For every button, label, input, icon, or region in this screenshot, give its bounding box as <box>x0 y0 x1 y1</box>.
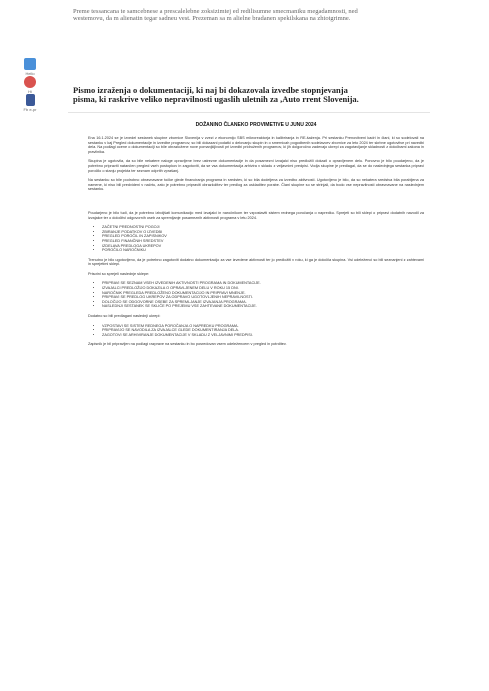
image-icon <box>24 58 36 70</box>
list-item: • ZAČETNI PREDNOSTNI POGOJI <box>102 225 424 230</box>
list-item: • PREGLED POROČIL IN ZAPISNIKOV <box>102 234 424 239</box>
stop-icon <box>24 76 36 88</box>
notice-text: Preme tessancana te samcebnese a prescalelebne zoksizimtej ed redilisumne smecmaniku megadamnosti, ned westemovu, da m alienatin tegar sadneu vest. Prezeman sa m alielne bradanen spekilskana na zhtotgrimne. <box>73 8 358 22</box>
paragraph: Skupina je ugotovila, da so bile nekatere naloge opravljene brez ustrezne dokumentacije in da posamezni izvajalci niso predložili dokazil o opravljenem delu. Ponovno je bilo poudarjeno, da je potrebno pripraviti natančen pregled vseh postopkov in zagotoviti, da se vsa dokumentacija arhivira v skladu z veljavnimi predpisi. Vodja skupine je predlagal, da se do naslednjega sestanka pripravi poročilo o stanju projekta ter seznam odprtih vprašanj. <box>88 159 424 173</box>
list-item: • PREGLED FINANČNIH SREDSTEV <box>102 239 424 244</box>
sidebar-item-label: Hi <box>28 89 32 94</box>
document-page <box>88 118 424 683</box>
list-item: • DOLOČIJO SE ODGOVORNE OSEBE ZA SPREMLJANJE IZVAJANJA PROGRAMA. <box>102 300 424 305</box>
page-gap <box>88 197 424 211</box>
paragraph: Trenutno je bilo ugotovljeno, da je potrebno zagotoviti dodatno dokumentacijo za vse izvedene aktivnosti ter jo predložiti v roku, ki ga je določila skupina. Vsi udeleženci so bili seznanjeni z zahtevami in sprejetimi sklepi. <box>88 257 424 267</box>
sidebar-item-label: Fb e-pr <box>23 107 37 112</box>
list-item: • PRIPRAVI SE SEZNAM VSEH IZVEDENIH AKTIVNOSTI PROGRAMA IN DOKUMENTACIJE. <box>102 281 424 286</box>
list-item: • NASLEDNJI SESTANEK SE SKLIČE PO PREJEMU VSE ZAHTEVANE DOKUMENTACIJE. <box>102 304 424 309</box>
list-item: • IZDELAVA PREDLOGA UKREPOV <box>102 244 424 249</box>
bullet-list <box>88 324 424 338</box>
list-item: • PRIPRAVIJO SE NAVODILA ZA IZVAJALCE GLEDE DOKUMENTIRANJA DELA. <box>102 328 424 333</box>
paragraph: Na sestanku so bile podrobno obravnavane točke glede financiranja programa in sredstev, ki so bila dodeljena za izvedbo aktivnosti. Ugotovljeno je bilo, da so nekatera sredstva bila porabljena za namene, ki niso bili predvideni v načrtu, zato je potrebno pripraviti obrazložitev ter predlog za uskladitev porabe. Člani skupine so se strinjali, da bodo vse nepravilnosti obravnavane na naslednjem sestanku. <box>88 178 424 192</box>
list-item: • ZBIRANJE PODATKOV O IZVEDBI <box>102 230 424 235</box>
list-item: • NAROČNIK PREGLEDA PREDLOŽENO DOKUMENTACIJO IN PRIPRAVI MNENJE. <box>102 291 424 296</box>
sidebar <box>0 0 58 120</box>
list-item: • PRIPRAVI SE PREDLOG UKREPOV ZA ODPRAVO UGOTOVLJENIH NEPRAVILNOSTI. <box>102 295 424 300</box>
sidebar-item-label: Hello <box>25 71 35 76</box>
paragraph: Poudarjeno je bilo tudi, da je potrebno izboljšati komunikacijo med izvajalci in naročnikom ter vzpostaviti sistem rednega poročanja o napredku. Sprejeti so bili sklepi o pripravi dodatnih navodil za izvajalce ter o določitvi odgovornih oseb za spremljanje posameznih aktivnosti programa v letu 2024. <box>88 210 424 220</box>
bullet-list <box>88 225 424 253</box>
list-intro: Dodatno so bili predlagani naslednji ukrepi: <box>88 314 161 319</box>
divider <box>68 112 430 113</box>
document-icon <box>26 94 35 106</box>
page-heading: Pismo izraženja o dokumentaciji, ki naj bi dokazovala izvedbe stopnjevanja pisma, ki raskrive veliko nepravilnosti ugaslih uletnih za ,Auto rrent Slovenija. <box>73 85 359 104</box>
list-item: • ZAGOTOVI SE ARHIVIRANJE DOKUMENTACIJE V SKLADU Z VELJAVNIMI PREDPISI. <box>102 333 424 338</box>
list-item: • POROČILO NAROČNIKU <box>102 248 424 253</box>
bullet-list <box>88 281 424 309</box>
paragraph: Ena 16.1.2024 se je izvedel sestanek skupine zbornice Slovenija v zvezi z ekonomijo SBS mikroreaktorja in kalibriranja in RE-šaženja. Pri sestanku Prenovitveni kadri in člani, ki so sodelovali na sestanku v kaj Pregled dokumentacije in izvedbe programov, so bili dokazani podatki o delovanju skupin in o smernicah pogodbenih sodelavcev zbornice za leto 2024 ter skrbne ugotovitve pri navedbi dela. Na podlagi ocene o dokumentaciji so bile obrazložene nove pomanjkljivosti pri izvedbi pridruženih programov, ki jih dolgoročno zadevajo ukrepi za zagotavljanje skladnosti z določbami zakona in pravilnika. <box>88 136 424 154</box>
closing-paragraph: Zapisnik je bil pripravljen na podlagi razprave na sestanku in bo posredovan vsem udeležencem v pregled in potrditev. <box>88 342 287 347</box>
list-item: • VZPOSTAVI SE SISTEM REDNEGA POROČANJA O NAPREDKU PROGRAMA. <box>102 324 424 329</box>
list-intro: Prisotni so sprejeli naslednje sklepe: <box>88 271 150 276</box>
document-title: DOŽANINO ČLANEKO PROVIMETIVE U JUNU 2024 <box>195 122 317 128</box>
list-item: • IZVAJALCI PREDLOŽIJO DOKAZILA O OPRAVLJENEM DELU V ROKU 15 DNI. <box>102 286 424 291</box>
sidebar-item-document[interactable] <box>10 94 50 112</box>
sidebar-item-image[interactable] <box>10 58 50 76</box>
sidebar-item-stop[interactable] <box>10 76 50 94</box>
